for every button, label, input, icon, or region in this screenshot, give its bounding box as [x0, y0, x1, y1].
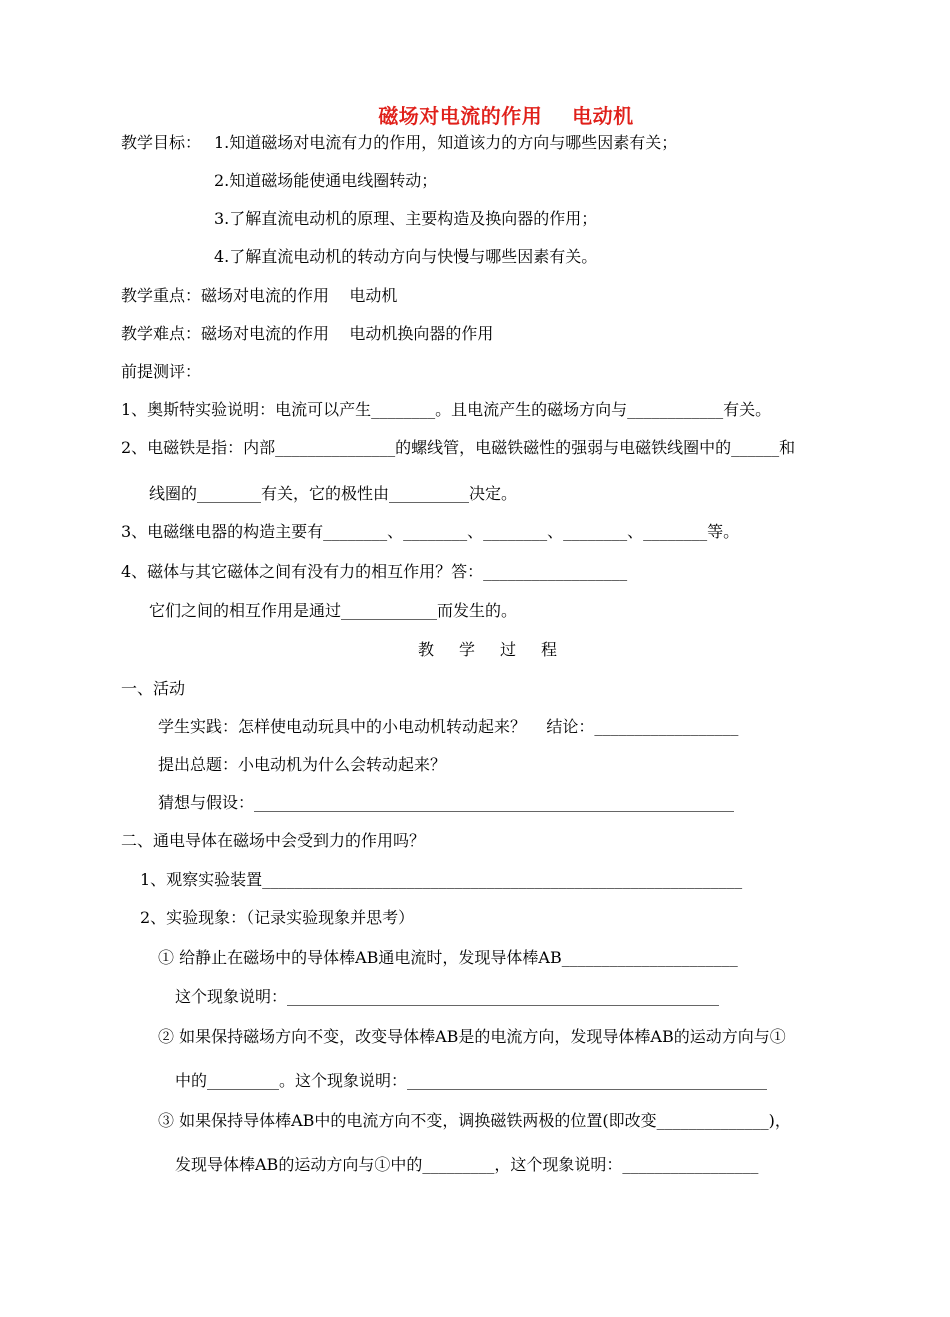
- objectives-label: 教学目标：: [121, 133, 202, 152]
- page-title: 磁场对电流的作用 电动机: [378, 104, 634, 128]
- observation-1-line-2: 这个现象说明：______________________________________________________: [175, 987, 720, 1006]
- process-heading: 教学过程: [417, 640, 582, 659]
- section-1-title: 一、活动: [121, 679, 186, 698]
- section-2-item-2: 2、实验现象：（记录实验现象并思考）: [140, 908, 415, 927]
- objective-item-4: 4.了解直流电动机的转动方向与快慢与哪些因素有关。: [214, 247, 598, 266]
- observation-2-line-1: ② 如果保持磁场方向不变，改变导体棒AB是的电流方向，发现导体棒AB的运动方向与①: [158, 1027, 786, 1046]
- observation-3-line-2: 发现导体棒AB的运动方向与①中的_________，这个现象说明：_________________: [175, 1155, 759, 1174]
- pretest-question-3: 3、电磁继电器的构造主要有________、________、________、________、________等。: [121, 522, 740, 541]
- observation-1-line-1: ① 给静止在磁场中的导体棒AB通电流时，发现导体棒AB______________________: [158, 948, 738, 967]
- pretest-label: 前提测评：: [121, 362, 202, 381]
- observation-2-line-2: 中的_________。这个现象说明：_____________________________________________: [175, 1071, 768, 1090]
- difficulties: 教学难点：磁场对电流的作用 电动机换向器的作用: [121, 324, 494, 343]
- section-1-question: 提出总题：小电动机为什么会转动起来？: [158, 755, 447, 774]
- observation-3-line-1: ③ 如果保持导体棒AB中的电流方向不变，调换磁铁两极的位置(即改变______________)，: [158, 1111, 791, 1130]
- section-2-title: 二、通电导体在磁场中会受到力的作用吗？: [121, 831, 426, 850]
- pretest-question-4-line-2: 它们之间的相互作用是通过____________而发生的。: [149, 601, 518, 620]
- key-points: 教学重点：磁场对电流的作用 电动机: [121, 286, 398, 305]
- pretest-question-2-line-2: 线圈的________有关，它的极性由__________决定。: [149, 484, 518, 503]
- objective-item-1: 1.知道磁场对电流有力的作用，知道该力的方向与哪些因素有关；: [214, 133, 678, 152]
- pretest-question-1: 1、奥斯特实验说明：电流可以产生________。且电流产生的磁场方向与____________有关。: [121, 400, 772, 419]
- section-1-hypothesis: 猜想与假设：____________________________________________________________: [158, 793, 735, 812]
- pretest-question-4-line-1: 4、磁体与其它磁体之间有没有力的相互作用？答：__________________: [121, 562, 628, 581]
- objective-item-2: 2.知道磁场能使通电线圈转动；: [214, 171, 438, 190]
- section-2-item-1: 1、观察实验装置____________________________________________________________: [140, 870, 743, 889]
- objective-item-3: 3.了解直流电动机的原理、主要构造及换向器的作用；: [214, 209, 598, 228]
- pretest-question-2-line-1: 2、电磁铁是指：内部_______________的螺线管，电磁铁磁性的强弱与电磁铁线圈中的______和: [121, 438, 796, 457]
- section-1-practice: 学生实践：怎样使电动玩具中的小电动机转动起来？ 结论：__________________: [158, 717, 739, 736]
